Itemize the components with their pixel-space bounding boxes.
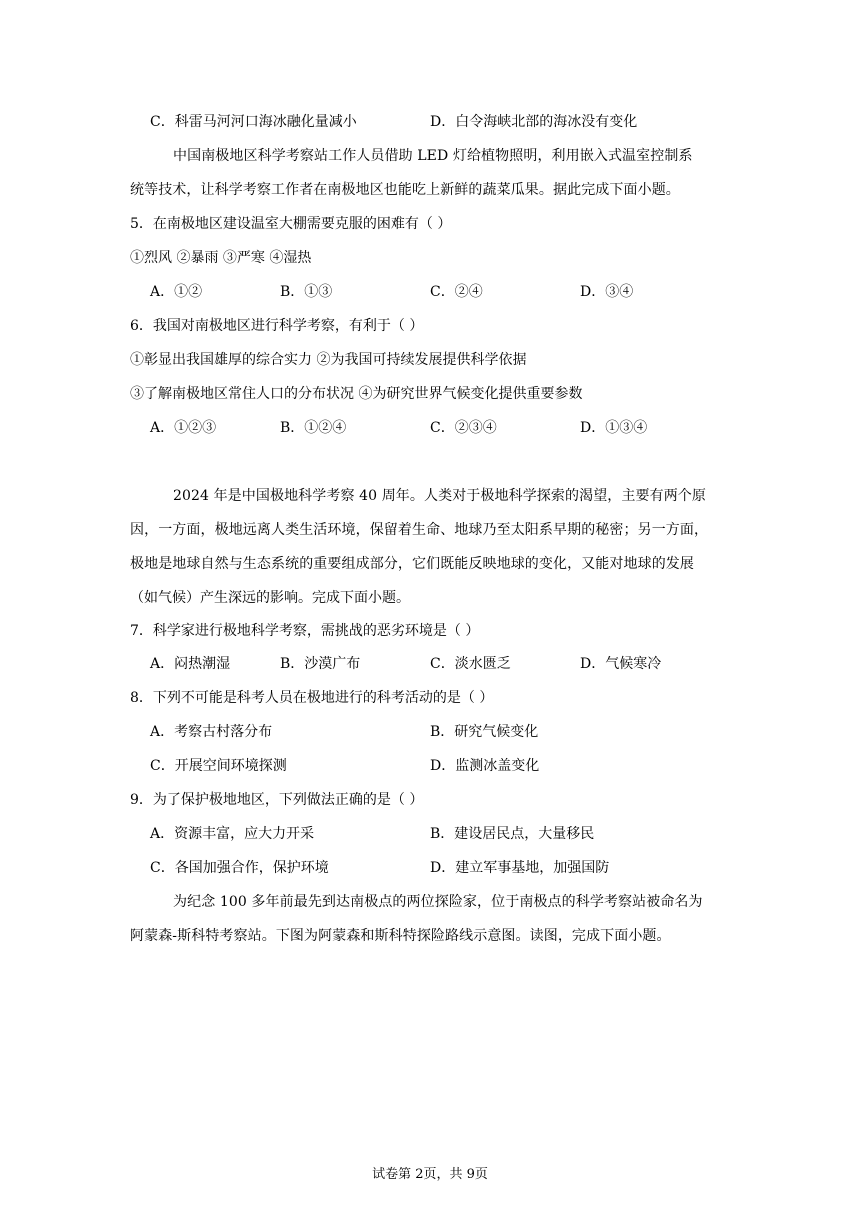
question-8-option-d: D．监测冰盖变化 — [430, 758, 540, 774]
question-6-option-a: A．①②③ — [150, 420, 217, 436]
passage-2-line-4: （如气候）产生深远的影响。完成下面小题。 — [130, 590, 410, 606]
question-9-option-c: C．各国加强合作，保护环境 — [150, 860, 329, 876]
question-9-option-b: B．建设居民点，大量移民 — [430, 826, 595, 842]
page-footer: 试卷第 2页，共 9页 — [372, 1167, 488, 1182]
question-7-option-d: D．气候寒冷 — [580, 656, 662, 672]
question-9-option-a: A．资源丰富，应大力开采 — [150, 826, 315, 842]
passage-1-line-2: 统等技术，让科学考察工作者在南极地区也能吃上新鲜的蔬菜瓜果。据此完成下面小题。 — [130, 182, 680, 198]
question-6-option-c: C．②③④ — [430, 420, 497, 436]
question-7-option-b: B．沙漠广布 — [280, 656, 361, 672]
question-5-option-d: D．③④ — [580, 284, 634, 300]
passage-3-line-1: 为纪念 100 多年前最先到达南极点的两位探险家，位于南极点的科学考察站被命名为 — [173, 894, 703, 910]
passage-1-line-1: 中国南极地区科学考察站工作人员借助 LED 灯给植物照明，利用嵌入式温室控制系 — [173, 148, 693, 164]
question-5-items: ①烈风 ②暴雨 ③严寒 ④湿热 — [130, 250, 312, 266]
question-6-items-2: ③了解南极地区常住人口的分布状况 ④为研究世界气候变化提供重要参数 — [130, 386, 583, 402]
question-7-stem: 7．科学家进行极地科学考察，需挑战的恶劣环境是（ ） — [130, 623, 480, 639]
passage-2-line-1: 2024 年是中国极地科学考察 40 周年。人类对于极地科学探索的渴望，主要有两个原 — [173, 488, 706, 504]
question-8-option-b: B．研究气候变化 — [430, 724, 539, 740]
question-5-stem: 5．在南极地区建设温室大棚需要克服的困难有（ ） — [130, 216, 452, 232]
question-8-option-a: A．考察古村落分布 — [150, 724, 273, 740]
question-9-stem: 9．为了保护极地地区，下列做法正确的是（ ） — [130, 792, 424, 808]
question-9-option-d: D．建立军事基地，加强国防 — [430, 860, 610, 876]
passage-2-line-3: 极地是地球自然与生态系统的重要组成部分，它们既能反映地球的变化，又能对地球的发展 — [130, 556, 694, 572]
passage-3-line-2: 阿蒙森-斯科特考察站。下图为阿蒙森和斯科特探险路线示意图。读图，完成下面小题。 — [130, 928, 671, 944]
question-7-option-c: C．淡水匮乏 — [430, 656, 511, 672]
question-6-stem: 6．我国对南极地区进行科学考察，有利于（ ） — [130, 318, 424, 334]
question-5-option-c: C．②④ — [430, 284, 483, 300]
question-5-option-a: A．①② — [150, 284, 203, 300]
option-c-prev-question: C．科雷马河河口海冰融化量减小 — [150, 114, 357, 130]
question-5-option-b: B．①③ — [280, 284, 333, 300]
question-6-items-1: ①彰显出我国雄厚的综合实力 ②为我国可持续发展提供科学依据 — [130, 352, 527, 368]
question-6-option-b: B．①②④ — [280, 420, 347, 436]
passage-2-line-2: 因，一方面，极地远离人类生活环境，保留着生命、地球乃至太阳系早期的秘密；另一方面， — [130, 522, 709, 538]
question-7-option-a: A．闷热潮湿 — [150, 656, 231, 672]
question-6-option-d: D．①③④ — [580, 420, 648, 436]
option-d-prev-question: D．白令海峡北部的海冰没有变化 — [430, 114, 638, 130]
question-8-stem: 8．下列不可能是科考人员在极地进行的科考活动的是（ ） — [130, 690, 494, 706]
question-8-option-c: C．开展空间环境探测 — [150, 758, 287, 774]
